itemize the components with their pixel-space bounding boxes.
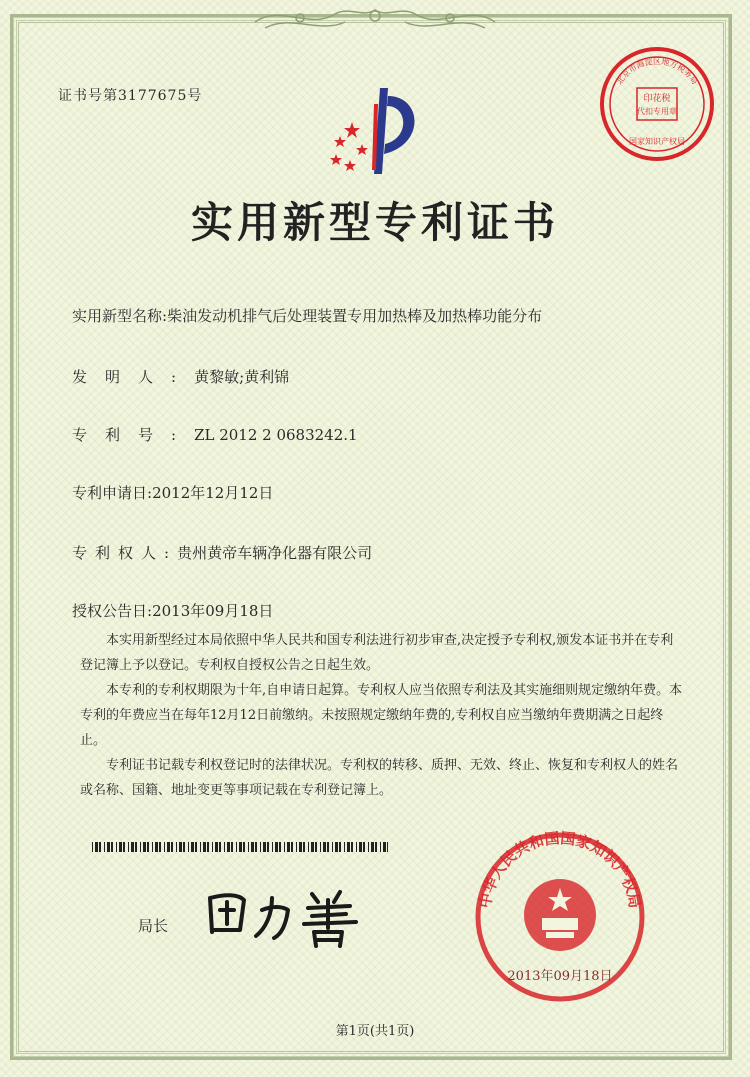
patent-number-value: ZL 2012 2 0683242.1 — [194, 426, 358, 444]
certificate-number: 证书号第3177675号 — [58, 88, 203, 104]
name-value: 柴油发动机排气后处理装置专用加热棒及加热棒功能分布 — [167, 307, 543, 325]
filing-date-label: 专利申请日: — [72, 484, 153, 502]
director-label: 局长 — [138, 917, 169, 935]
patentee-value: 贵州黄帝车辆净化器有限公司 — [177, 544, 373, 562]
patent-office-logo — [322, 84, 432, 184]
svg-text:印花税: 印花税 — [643, 94, 671, 104]
national-ip-office-seal — [470, 830, 650, 1005]
paragraph-grant: 本实用新型经过本局依照中华人民共和国专利法进行初步审查,决定授予专利权,颁发本证书并在专利登记簿上予以登记。专利权自授权公告之日起生效。 — [80, 633, 674, 673]
seal-date: 2013年09月18日 — [507, 969, 613, 984]
tax-seal-stamp — [597, 44, 717, 164]
inventor-row — [72, 366, 289, 387]
paragraph-legal-status: 专利证书记载专利权登记时的法律状况。专利权的转移、质押、无效、终止、恢复和专利权人的姓名或名称、国籍、地址变更等事项记载在专利登记簿上。 — [80, 758, 679, 798]
svg-text:国家知识产权局: 国家知识产权局 — [629, 137, 685, 146]
paragraph-term: 本专利的专利权期限为十年,自申请日起算。专利权人应当依照专利法及其实施细则规定缴纳年费。本专利的年费应当在每年12月12日前缴纳。未按照规定缴纳年费的,专利权自应当缴纳年费期满之日起终止。 — [80, 683, 683, 748]
certificate-title: 实用新型专利证书 — [190, 198, 559, 247]
inventor-label: 发明人: — [72, 368, 195, 386]
barcode — [92, 842, 388, 852]
grant-date-label: 授权公告日: — [72, 602, 153, 620]
svg-text:北京市海淀区地方税务局: 北京市海淀区地方税务局 — [614, 57, 700, 87]
name-label: 实用新型名称: — [72, 307, 168, 325]
director-signature — [200, 880, 380, 950]
patentee-row — [72, 542, 372, 563]
inventor-value: 黄黎敏;黄利锦 — [194, 368, 290, 386]
grant-date-row — [72, 600, 273, 621]
svg-text:中华人民共和国国家知识产权局: 中华人民共和国国家知识产权局 — [475, 830, 645, 910]
page-footer: 第1页(共1页) — [335, 1024, 415, 1039]
filing-date-value: 2012年12月12日 — [152, 484, 274, 502]
patent-number-label: 专利号: — [72, 426, 195, 444]
top-ornament — [0, 0, 750, 40]
svg-text:代扣专用章: 代扣专用章 — [637, 107, 677, 116]
utility-model-name-row — [72, 305, 542, 326]
grant-date-value: 2013年09月18日 — [152, 602, 274, 620]
patentee-label: 专利权人: — [72, 544, 178, 562]
filing-date-row — [72, 482, 273, 503]
patent-number-row — [72, 424, 358, 445]
